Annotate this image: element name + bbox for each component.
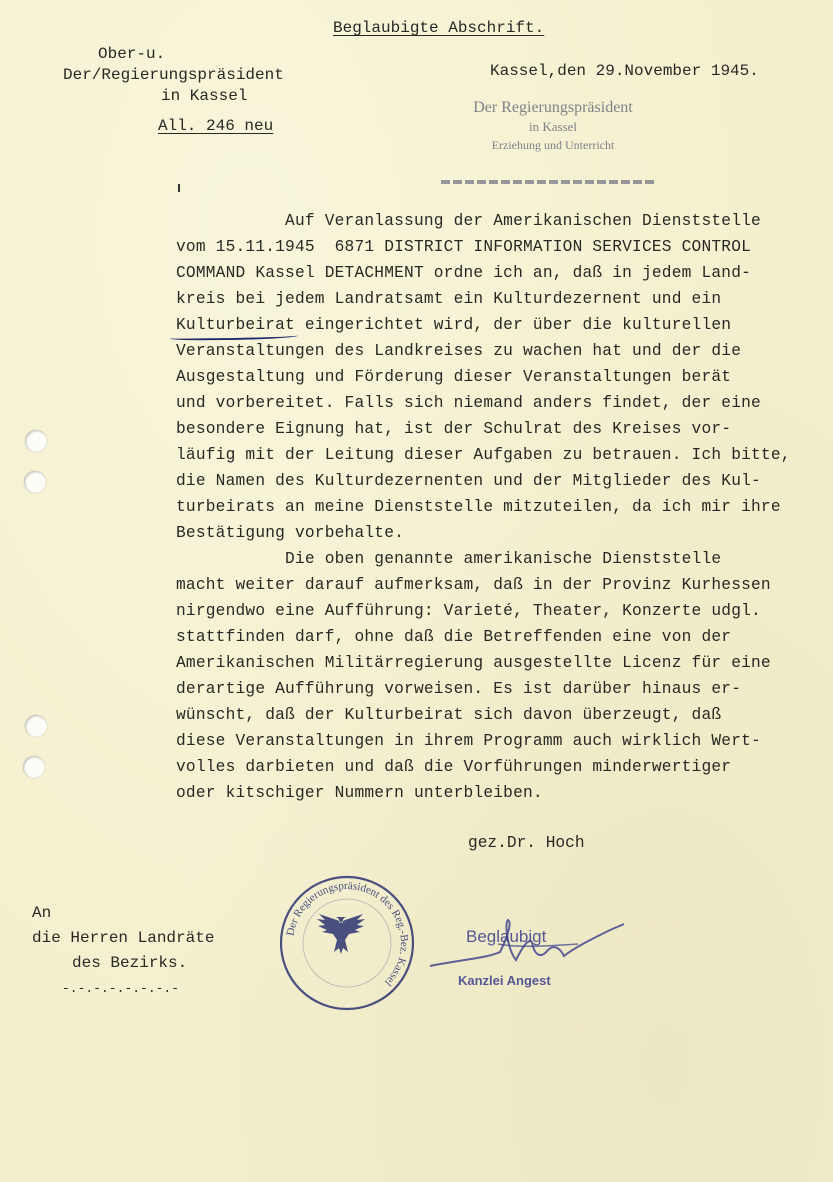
body-line: diese Veranstaltungen in ihrem Programm auch wirklich Wert- — [176, 732, 761, 750]
seal-inner-ring — [303, 899, 391, 987]
body-line: derartige Aufführung vorweisen. Es ist darüber hinaus er- — [176, 680, 742, 698]
certification-role: Kanzlei Angest — [458, 973, 551, 988]
certification-stamp — [428, 900, 628, 992]
body-line: COMMAND Kassel DETACHMENT ordne ich an, daß in jedem Land- — [176, 264, 752, 282]
office-stamp-line-2: in Kassel — [528, 119, 578, 134]
reference-number: All. 246 neu — [158, 117, 274, 135]
body-line: vom 15.11.1945 6871 DISTRICT INFORMATION SERVICES CONTROL — [176, 238, 752, 256]
punch-hole — [25, 430, 47, 452]
recipient-line-1: An — [32, 904, 52, 922]
body-line: wünscht, daß der Kulturbeirat sich davon überzeugt, daß — [176, 706, 722, 724]
official-seal — [277, 873, 417, 1013]
stamp-bar — [441, 180, 657, 184]
body-line: die Namen des Kulturdezernenten und der Mitglieder des Kul- — [176, 472, 761, 490]
body-line: volles darbieten und daß die Vorführungen minderwertiger — [176, 758, 732, 776]
body-line: kreis bei jedem Landratsamt ein Kulturdezernent und ein — [176, 290, 722, 308]
body-line: Ausgestaltung und Förderung dieser Veranstaltungen berät — [176, 368, 732, 386]
fold-tick-mark — [178, 184, 180, 192]
certification-label: Beglaubigt — [466, 927, 547, 946]
sender-line-3: in Kassel — [161, 87, 248, 105]
punch-hole — [25, 715, 47, 737]
typed-signature: gez.Dr. Hoch — [468, 834, 585, 852]
body-line: Kulturbeirat eingerichtet wird, der über die kulturellen — [176, 316, 732, 334]
punch-hole — [23, 756, 45, 778]
body-line: Amerikanischen Militärregierung ausgestellte Licenz für eine — [176, 654, 771, 672]
body-line: Auf Veranlassung der Amerikanischen Dienststelle — [176, 212, 761, 230]
body-line: Bestätigung vorbehalte. — [176, 524, 405, 542]
seal-outer-ring — [281, 877, 413, 1009]
sender-line-2: Der/Regierungspräsident — [63, 66, 284, 84]
seal-text: Der Regierungspräsident des Reg.-Bez. Kassel — [284, 879, 411, 989]
body-line: macht weiter darauf aufmerksam, daß in der Provinz Kurhessen — [176, 576, 771, 594]
paragraph-2 — [176, 546, 791, 806]
letter-body — [176, 208, 791, 806]
body-line: Veranstaltungen des Landkreises zu wachen hat und der die — [176, 342, 742, 360]
sender-block — [63, 44, 284, 107]
body-line: und vorbereitet. Falls sich niemand anders findet, der eine — [176, 394, 761, 412]
recipient-block — [32, 901, 214, 1001]
recipient-line-4: -.-.-.-.-.-.-.- — [62, 981, 180, 996]
body-line: Die oben genannte amerikanische Dienststelle — [176, 550, 722, 568]
place-date: Kassel,den 29.November 1945. — [490, 62, 759, 80]
punch-hole — [24, 471, 46, 493]
office-stamp-line-1: Der Regierungspräsident — [473, 99, 633, 116]
recipient-line-2: die Herren Landräte — [32, 929, 215, 947]
recipient-line-3: des Bezirks. — [72, 954, 188, 972]
body-line: besondere Eignung hat, ist der Schulrat des Kreises vor- — [176, 420, 732, 438]
body-line: läufig mit der Leitung dieser Aufgaben zu betrauen. Ich bitte, — [176, 446, 791, 464]
body-line: oder kitschiger Nummern unterbleiben. — [176, 784, 543, 802]
body-line: nirgendwo eine Aufführung: Varieté, Theater, Konzerte udgl. — [176, 602, 761, 620]
body-line: turbeirats an meine Dienststelle mitzuteilen, da ich mir ihre — [176, 498, 781, 516]
body-line: stattfinden darf, ohne daß die Betreffenden eine von der — [176, 628, 732, 646]
document-title: Beglaubigte Abschrift. — [333, 19, 545, 37]
eagle-icon — [317, 914, 365, 954]
office-stamp-line-3: Erziehung und Unterricht — [491, 138, 615, 152]
sender-line-1: Ober-u. — [98, 45, 166, 63]
paragraph-1 — [176, 208, 791, 546]
office-stamp — [438, 98, 668, 154]
